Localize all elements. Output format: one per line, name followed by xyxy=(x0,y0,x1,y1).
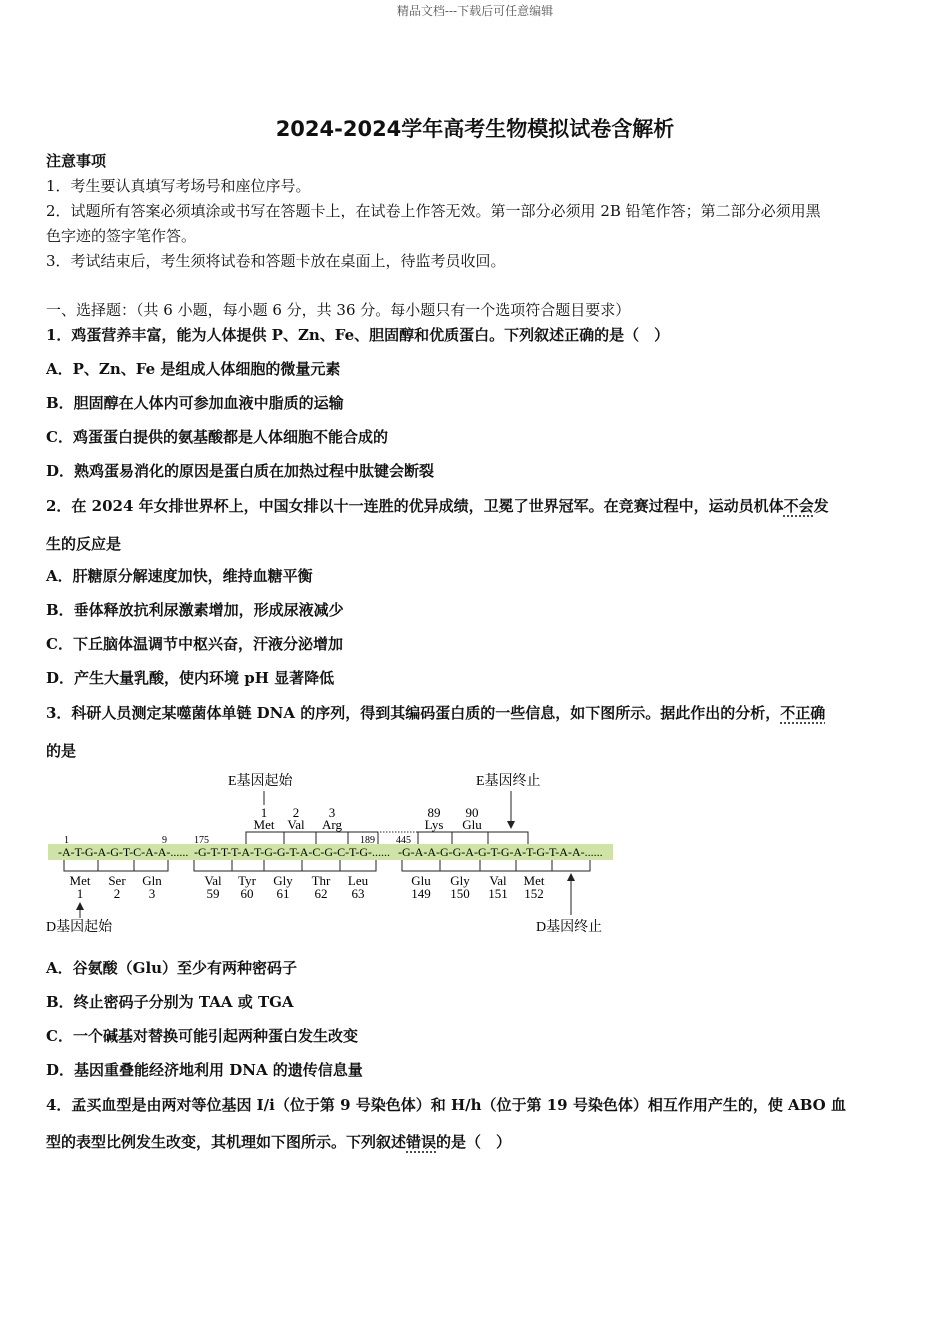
d-gene-start-label: D基因起始 xyxy=(46,920,113,935)
q3-option-b: B．终止密码子分别为 TAA 或 TGA xyxy=(46,993,294,1011)
d-codon-num-1: 1 xyxy=(76,886,84,901)
d-codon-num-3: 3 xyxy=(148,886,156,901)
section-heading: 一、选择题：（共 6 小题，每小题 6 分，共 36 分。每小题只有一个选项符合题目要求） xyxy=(46,301,631,319)
pos-445: 445 xyxy=(396,835,411,846)
d-codon-num-62: 62 xyxy=(314,886,328,901)
d-codon-num-151: 151 xyxy=(488,886,508,901)
q1-option-d: D．熟鸡蛋易消化的原因是蛋白质在加热过程中肽键会断裂 xyxy=(46,462,435,480)
notice-item-3: 3．考试结束后，考生须将试卷和答题卡放在桌面上，待监考员收回。 xyxy=(46,252,506,270)
q3-stem: 3．科研人员测定某噬菌体单链 DNA 的序列，得到其编码蛋白质的一些信息，如下图所示。据此作出的分析，不正确 xyxy=(46,704,826,722)
sequence-segment-2: -G-T-T-T-A-T-G-G-T-A-C-G-C-T-G-...... xyxy=(194,845,390,859)
q4-stem: 4．孟买血型是由两对等位基因 I/i（位于第 9 号染色体）和 H/h（位于第 19 号染色体）相互作用产生的，使 ABO 血 xyxy=(46,1096,846,1114)
q2-option-c: C．下丘脑体温调节中枢兴奋，汗液分泌增加 xyxy=(46,635,343,653)
e-codon-aa-1: Met xyxy=(253,817,275,832)
q2-stem-cont: 生的反应是 xyxy=(46,535,122,553)
notice-item-1: 1．考生要认真填写考场号和座位序号。 xyxy=(46,177,311,195)
document-title: 2024-2024学年高考生物模拟试卷含解析 xyxy=(275,117,675,141)
d-gene-brackets xyxy=(64,860,590,871)
pos-175: 175 xyxy=(194,835,209,846)
d-codon-num-59: 59 xyxy=(206,886,220,901)
d-codon-num-149: 149 xyxy=(411,886,431,901)
q2-emphasis: 不会 xyxy=(783,497,814,515)
e-end-arrowhead xyxy=(507,821,515,829)
d-codon-aa-151: Val xyxy=(489,873,507,888)
d-codon-num-60: 60 xyxy=(240,886,254,901)
d-codon-num-63: 63 xyxy=(351,886,365,901)
notice-item-2: 2．试题所有答案必须填涂或书写在答题卡上，在试卷上作答无效。第一部分必须用 2B 铅笔作答；第二部分必须用黑 xyxy=(46,202,821,220)
d-codon-aa-150: Gly xyxy=(450,873,470,888)
d-codon-aa-59: Val xyxy=(204,873,222,888)
sequence-segment-1: -A-T-G-A-G-T-C-A-A-...... xyxy=(58,845,189,859)
q1-option-a: A．P、Zn、Fe 是组成人体细胞的微量元素 xyxy=(46,360,341,378)
d-codon-num-61: 61 xyxy=(276,886,290,901)
q4-stem-cont: 型的表型比例发生改变，其机理如下图所示。下列叙述错误的是（ ） xyxy=(46,1133,512,1151)
pos-189: 189 xyxy=(360,835,375,846)
e-codon-aa-89: Lys xyxy=(424,817,444,832)
e-codon-aa-2: Val xyxy=(287,817,305,832)
pos-9: 9 xyxy=(162,835,167,846)
q1-option-b: B．胆固醇在人体内可参加血液中脂质的运输 xyxy=(46,394,344,412)
notice-heading: 注意事项 xyxy=(46,152,107,170)
d-codon-num-2: 2 xyxy=(113,886,121,901)
q4-emphasis: 错误 xyxy=(406,1133,437,1151)
d-codon-aa-2: Ser xyxy=(108,873,126,888)
e-codon-num-2: 2 xyxy=(292,805,300,820)
d-codon-aa-61: Gly xyxy=(273,873,293,888)
d-gene-end-label: D基因终止 xyxy=(536,920,603,935)
d-end-arrowhead xyxy=(567,873,575,881)
e-codon-aa-3: Arg xyxy=(322,817,342,832)
d-codon-aa-152: Met xyxy=(523,873,545,888)
e-gene-end-label: E基因终止 xyxy=(476,774,541,789)
d-codon-aa-149: Glu xyxy=(411,873,431,888)
d-codon-aa-1: Met xyxy=(69,873,91,888)
q3-emphasis: 不正确 xyxy=(780,704,826,722)
e-gene-brackets xyxy=(246,832,528,844)
d-codon-aa-63: Leu xyxy=(347,873,369,888)
notice-item-2-cont: 色字迹的签字笔作答。 xyxy=(46,227,197,245)
e-codon-aa-90: Glu xyxy=(462,817,482,832)
e-codon-num-90: 90 xyxy=(465,805,479,820)
pos-1: 1 xyxy=(64,835,69,846)
q3-option-a: A．谷氨酸（Glu）至少有两种密码子 xyxy=(46,959,298,977)
q2-option-b: B．垂体释放抗利尿激素增加，形成尿液减少 xyxy=(46,601,344,619)
q2-option-a: A．肝糖原分解速度加快，维持血糖平衡 xyxy=(46,567,313,585)
q1-stem: 1．鸡蛋营养丰富，能为人体提供 P、Zn、Fe、胆固醇和优质蛋白。下列叙述正确的是（ ） xyxy=(46,326,670,344)
d-codon-aa-3: Gln xyxy=(142,873,162,888)
d-codon-num-150: 150 xyxy=(450,886,470,901)
q2-stem: 2．在 2024 年女排世界杯上，中国女排以十一连胜的优异成绩，卫冕了世界冠军。在竞赛过程中，运动员机体不会发 xyxy=(46,497,829,515)
e-codon-num-1: 1 xyxy=(260,805,268,820)
e-codon-num-89: 89 xyxy=(427,805,441,820)
overlapping-genes-figure xyxy=(40,765,630,945)
d-codon-aa-60: Tyr xyxy=(238,873,256,888)
q2-option-d: D．产生大量乳酸，使内环境 pH 显著降低 xyxy=(46,669,335,687)
d-codon-aa-62: Thr xyxy=(311,873,331,888)
e-gene-start-label: E基因起始 xyxy=(228,774,293,789)
q3-option-c: C．一个碱基对替换可能引起两种蛋白发生改变 xyxy=(46,1027,358,1045)
q3-stem-cont: 的是 xyxy=(46,742,77,760)
e-codon-num-3: 3 xyxy=(328,805,336,820)
sequence-segment-3: -G-A-A-G-G-A-G-T-G-A-T-G-T-A-A-...... xyxy=(398,845,603,859)
q1-option-c: C．鸡蛋蛋白提供的氨基酸都是人体细胞不能合成的 xyxy=(46,428,388,446)
d-codon-num-152: 152 xyxy=(524,886,544,901)
page-header: 精品文档---下载后可任意编辑 xyxy=(396,4,554,18)
q3-option-d: D．基因重叠能经济地利用 DNA 的遗传信息量 xyxy=(46,1061,363,1079)
d-start-arrowhead xyxy=(76,902,84,910)
